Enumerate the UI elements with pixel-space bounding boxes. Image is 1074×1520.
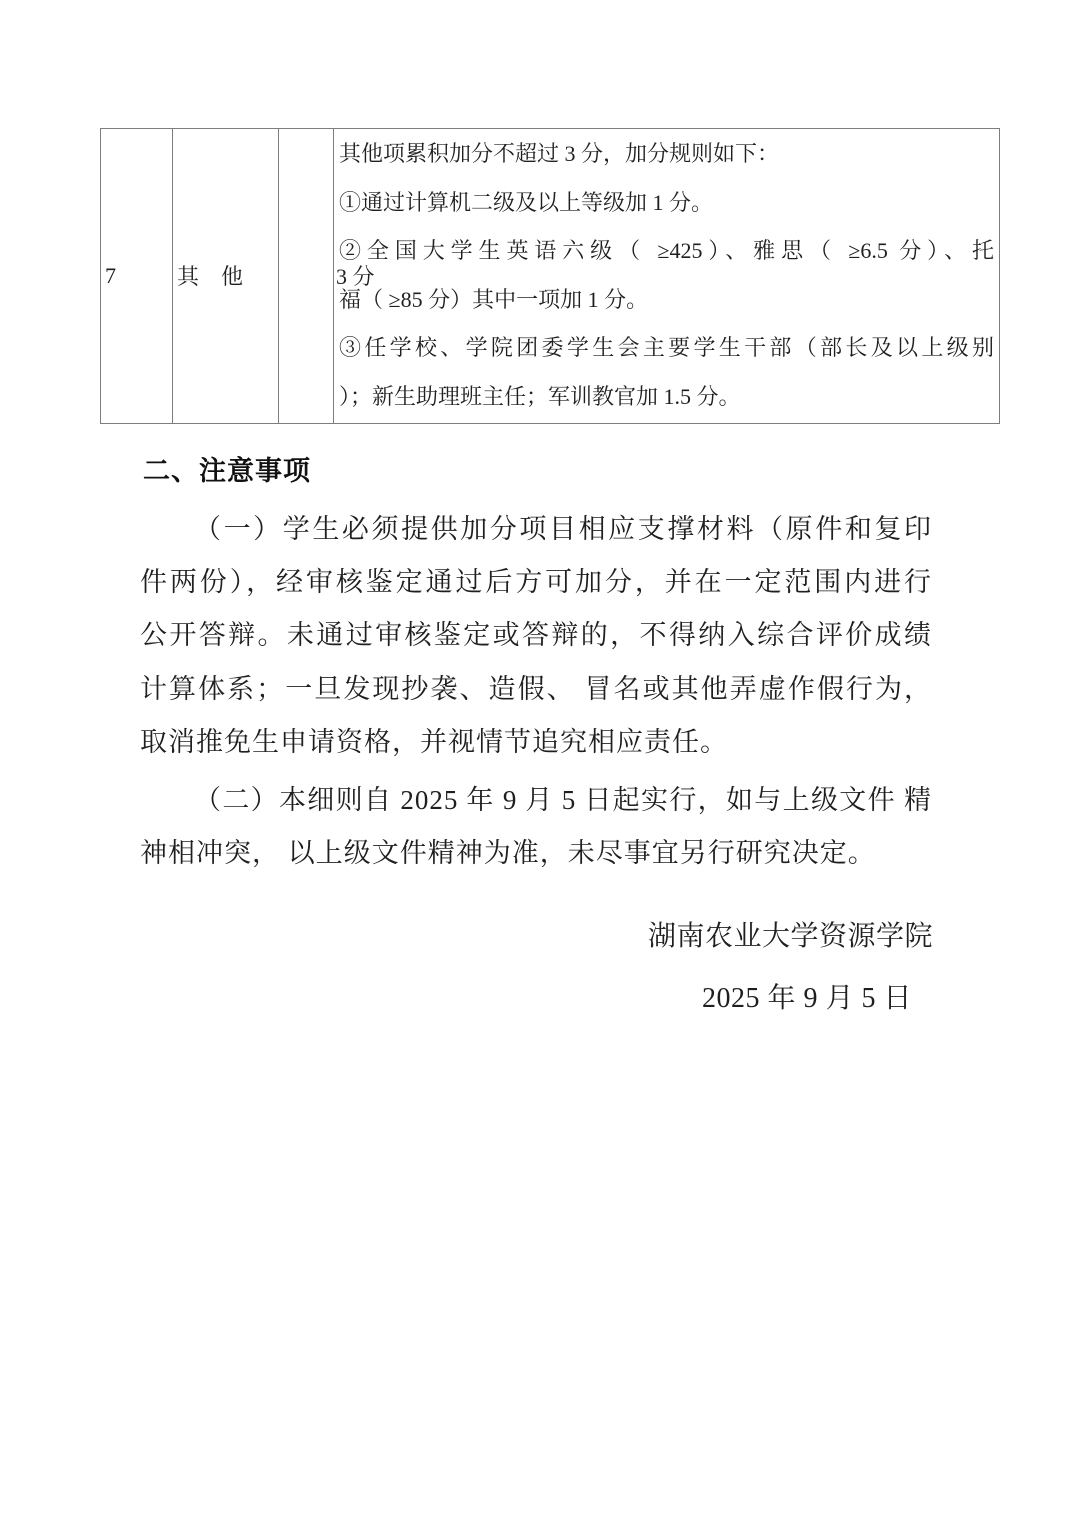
details-cell <box>334 129 1000 424</box>
table-row <box>101 129 1000 424</box>
score-table <box>100 128 1000 424</box>
category-label: 其 他 <box>177 264 244 290</box>
paragraph-line: 神相冲突， 以上级文件精神为准，未尽事宜另行研究决定。 <box>140 838 876 869</box>
paragraph-line: 件两份），经审核鉴定通过后方可加分，并在一定范围内进行 <box>140 567 932 598</box>
section-heading: 二、注意事项 <box>143 456 311 486</box>
signature-organization: 湖南农业大学资源学院 <box>647 921 933 952</box>
paragraph-line: 计算体系；一旦发现抄袭、造假、 冒名或其他弄虚作假行为， <box>140 673 932 704</box>
score-value: 3 分 <box>336 264 375 290</box>
signature-date: 2025 年 9 月 5 日 <box>701 983 912 1014</box>
score-cell <box>279 129 375 424</box>
row-index: 7 <box>105 262 116 288</box>
detail-line: ①通过计算机二级及以上等级加 1 分。 <box>339 189 714 215</box>
detail-line: 其他项累积加分不超过 3 分，加分规则如下： <box>339 141 780 166</box>
paragraph-line: 公开答辩。未通过审核鉴定或答辩的，不得纳入综合评价成绩 <box>140 620 932 651</box>
category-cell <box>173 129 279 424</box>
paragraph-line: （二）本细则自 2025 年 9 月 5 日起实行，如与上级文件 精 <box>194 785 932 816</box>
notes-body <box>140 503 932 880</box>
paragraph-line: （一）学生必须提供加分项目相应支撑材料（原件和复印 <box>194 514 932 544</box>
detail-line: 福（ ≥85 分）其中一项加 1 分。 <box>339 286 649 312</box>
row-index-cell <box>101 129 173 424</box>
detail-line: ）；新生助理班主任；军训教官加 1.5 分。 <box>339 383 741 409</box>
paragraph-1 <box>140 503 932 769</box>
paragraph-line: 取消推免生申请资格，并视情节追究相应责任。 <box>140 726 728 757</box>
paragraph-2 <box>140 774 932 880</box>
detail-line: ②全国大学生英语六级（ ≥425）、雅思（ ≥6.5 分）、托 <box>339 238 994 264</box>
detail-line: ③任学校、学院团委学生会主要学生干部（部长及以上级别 <box>339 335 994 361</box>
